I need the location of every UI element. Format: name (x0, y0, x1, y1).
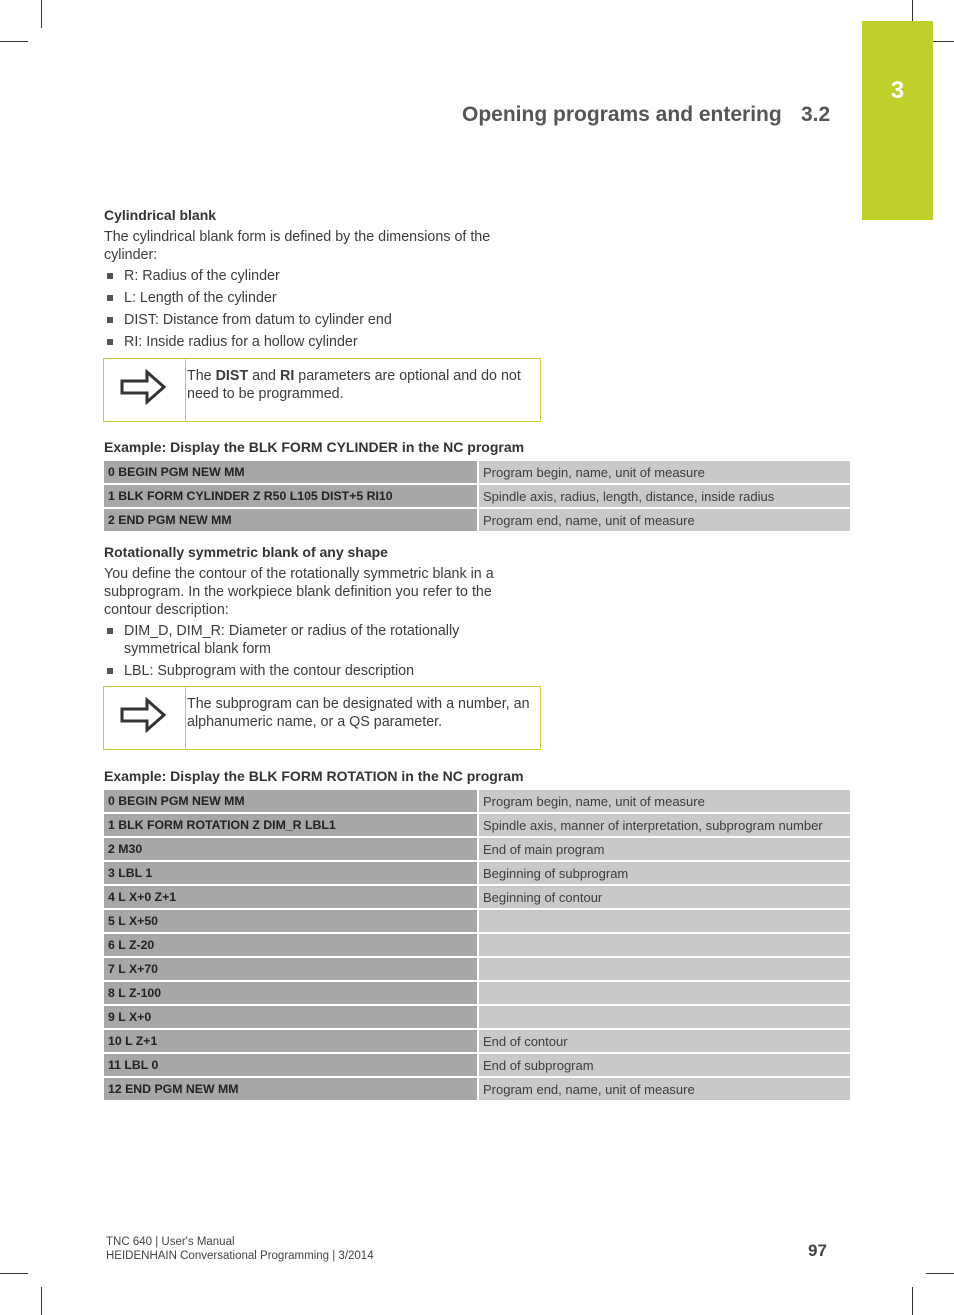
nc-program-table-cylinder (104, 459, 850, 533)
page-header-section: 3.2 (801, 103, 831, 126)
crop-mark (41, 0, 42, 28)
list-item: L: Length of the cylinder (104, 289, 534, 307)
example-heading-cylinder: Example: Display the BLK FORM CYLINDER in the NC program (104, 439, 525, 455)
table-row: 2 M30 End of main program (104, 838, 850, 860)
list-item: LBL: Subprogram with the contour description (104, 662, 534, 680)
list-item: R: Radius of the cylinder (104, 267, 534, 285)
table-row: 10 L Z+1 End of contour (104, 1030, 850, 1052)
table-row: 0 BEGIN PGM NEW MM Program begin, name, unit of measure (104, 790, 850, 812)
note-divider (185, 359, 186, 421)
section-intro: You define the contour of the rotationally symmetric blank in a subprogram. In the workpiece blank definition you refer to the contour description: (104, 566, 494, 618)
note-text: The DIST and RI parameters are optional and do not need to be programmed. (187, 368, 521, 402)
table-row: 4 L X+0 Z+1 Beginning of contour (104, 886, 850, 908)
table-row: 11 LBL 0 End of subprogram (104, 1054, 850, 1076)
crop-mark (926, 1273, 954, 1274)
table-row: 5 L X+50 (104, 910, 850, 932)
footer-line: TNC 640 | User's Manual (106, 1236, 235, 1248)
footer-line: HEIDENHAIN Conversational Programming | 3/2014 (106, 1250, 374, 1262)
table-row: 3 LBL 1 Beginning of subprogram (104, 862, 850, 884)
note-box (103, 686, 541, 750)
table-row: 2 END PGM NEW MM Program end, name, unit of measure (104, 509, 850, 531)
table-row: 1 BLK FORM CYLINDER Z R50 L105 DIST+5 RI10 Spindle axis, radius, length, distance, inside radius (104, 485, 850, 507)
table-row: 9 L X+0 (104, 1006, 850, 1028)
table-row: 8 L Z-100 (104, 982, 850, 1004)
bullet-list (104, 267, 534, 355)
list-item: RI: Inside radius for a hollow cylinder (104, 333, 534, 351)
section-heading-cylindrical-blank: Cylindrical blank (104, 207, 217, 223)
table-row: 12 END PGM NEW MM Program end, name, unit of measure (104, 1078, 850, 1100)
table-row: 6 L Z-20 (104, 934, 850, 956)
crop-mark (912, 1287, 913, 1315)
crop-mark (0, 41, 28, 42)
section-heading-rotational-blank: Rotationally symmetric blank of any shape (104, 544, 388, 560)
table-row: 1 BLK FORM ROTATION Z DIM_R LBL1 Spindle axis, manner of interpretation, subprogram number (104, 814, 850, 836)
section-intro: The cylindrical blank form is defined by the dimensions of the cylinder: (104, 229, 491, 263)
footer-text (106, 1235, 374, 1263)
nc-program-table-rotation (104, 788, 850, 1102)
chapter-number: 3 (890, 77, 905, 104)
note-text: The subprogram can be designated with a number, an alphanumeric name, or a QS parameter. (187, 696, 530, 730)
note-box (103, 358, 541, 422)
note-divider (185, 687, 186, 749)
table-row: 0 BEGIN PGM NEW MM Program begin, name, unit of measure (104, 461, 850, 483)
chapter-tab (862, 21, 933, 220)
crop-mark (0, 1273, 28, 1274)
list-item: DIST: Distance from datum to cylinder end (104, 311, 534, 329)
arrow-right-icon (120, 697, 166, 733)
arrow-right-icon (120, 369, 166, 405)
crop-mark (41, 1287, 42, 1315)
page-header-title: Opening programs and entering (462, 103, 782, 126)
list-item: DIM_D, DIM_R: Diameter or radius of the rotationally symmetrical blank form (104, 622, 484, 658)
table-row: 7 L X+70 (104, 958, 850, 980)
example-heading-rotation: Example: Display the BLK FORM ROTATION in the NC program (104, 768, 524, 784)
bullet-list (104, 622, 534, 684)
page-number: 97 (808, 1241, 827, 1260)
